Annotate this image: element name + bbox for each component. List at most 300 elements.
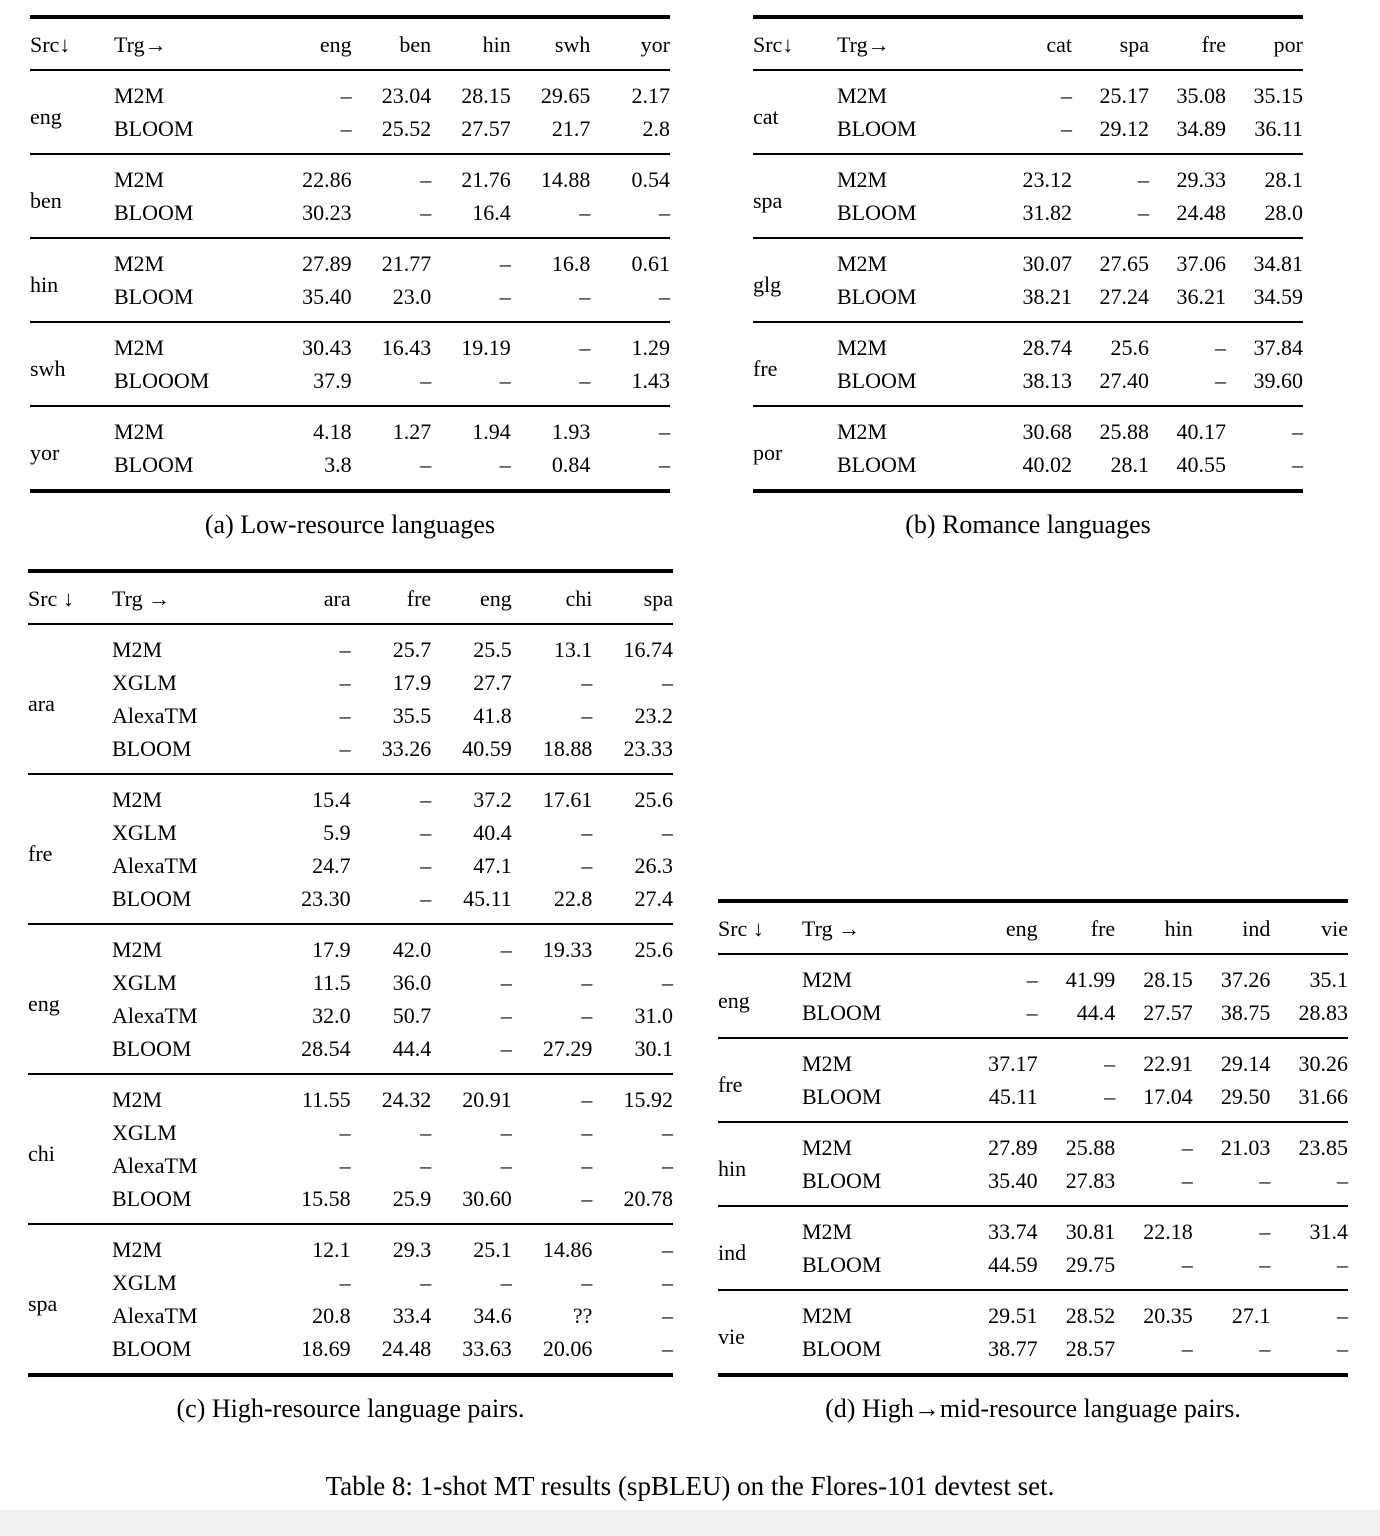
- score-cell: 0.84: [551, 452, 591, 477]
- score-cell: –: [420, 167, 432, 192]
- score-cell: 30.68: [1022, 419, 1072, 444]
- src-lang-label: eng: [30, 103, 62, 129]
- table-row: [753, 406, 1303, 448]
- score-cell: –: [1061, 116, 1072, 141]
- score-cell: –: [500, 937, 512, 962]
- score-cell: –: [420, 1270, 432, 1295]
- score-cell: 33.63: [462, 1336, 512, 1361]
- src-lang-label: swh: [30, 355, 66, 381]
- table-row: [718, 1080, 1348, 1122]
- score-cell: 27.40: [1099, 368, 1149, 393]
- score-cell: 25.6: [1110, 335, 1149, 360]
- table-row: [718, 1038, 1348, 1080]
- score-cell: –: [659, 200, 670, 225]
- score-cell: –: [1026, 1000, 1038, 1025]
- target-lang-header: eng: [480, 586, 512, 611]
- score-cell: 27.83: [1065, 1168, 1116, 1193]
- lang-group-fre: [28, 774, 673, 924]
- score-cell: 37.2: [473, 787, 512, 812]
- score-cell: 38.21: [1022, 284, 1072, 309]
- score-cell: –: [340, 116, 352, 141]
- score-cell: –: [1181, 1252, 1193, 1277]
- model-name: XGLM: [112, 1120, 177, 1145]
- score-cell: 23.0: [392, 284, 432, 309]
- subtable-c-caption: (c) High-resource language pairs.: [176, 1394, 525, 1423]
- score-cell: 27.57: [1143, 1000, 1193, 1025]
- score-cell: 25.17: [1099, 83, 1149, 108]
- score-cell: –: [339, 1153, 351, 1178]
- model-name: BLOOM: [112, 886, 192, 911]
- model-name: BLOOM: [802, 1168, 882, 1193]
- lang-group-spa: [28, 1224, 673, 1375]
- score-cell: 21.03: [1220, 1135, 1271, 1160]
- table-row: [28, 966, 673, 999]
- table-row: [30, 322, 670, 364]
- model-name: BLOOM: [837, 452, 917, 477]
- table-row: [718, 1164, 1348, 1206]
- table-row: [28, 1116, 673, 1149]
- table-row: [30, 406, 670, 448]
- score-cell: 37.06: [1176, 251, 1226, 276]
- table-row: [30, 196, 670, 238]
- score-cell: –: [420, 1120, 432, 1145]
- score-cell: 16.74: [623, 637, 673, 662]
- lang-group-cat: [753, 70, 1303, 154]
- lang-group-por: [753, 406, 1303, 491]
- table-row: [753, 154, 1303, 196]
- subtable-c: [28, 569, 673, 1425]
- score-cell: –: [1259, 1168, 1271, 1193]
- lang-group-fre: [718, 1038, 1348, 1122]
- subtable-d-caption: (d) High→mid-resource language pairs.: [825, 1394, 1241, 1423]
- score-cell: –: [339, 736, 351, 761]
- src-lang-label: spa: [753, 187, 783, 213]
- score-cell: 22.91: [1143, 1051, 1193, 1076]
- score-cell: 30.43: [302, 335, 352, 360]
- score-cell: 35.40: [988, 1168, 1038, 1193]
- score-cell: –: [1138, 200, 1149, 225]
- table-row: [28, 1074, 673, 1116]
- model-name: BLOOM: [112, 1036, 192, 1061]
- src-lang-label: chi: [28, 1140, 55, 1166]
- src-header: Src ↓: [28, 586, 74, 611]
- score-cell: 28.15: [461, 83, 511, 108]
- score-cell: 1.29: [631, 335, 670, 360]
- score-cell: 29.33: [1176, 167, 1226, 192]
- score-cell: 31.66: [1298, 1084, 1348, 1109]
- score-cell: –: [662, 1336, 673, 1361]
- subtable-a-caption: (a) Low-resource languages: [204, 510, 496, 539]
- score-cell: 22.8: [553, 886, 593, 911]
- score-cell: –: [1104, 1084, 1116, 1109]
- score-cell: 28.1: [1264, 167, 1303, 192]
- score-cell: 24.48: [1176, 200, 1226, 225]
- src-lang-label: fre: [753, 355, 778, 381]
- model-name: BLOOM: [802, 1252, 882, 1277]
- score-cell: –: [1181, 1336, 1193, 1361]
- model-name: XGLM: [112, 670, 177, 695]
- subtable-a: [30, 15, 670, 541]
- score-cell: –: [420, 886, 432, 911]
- score-cell: –: [1215, 335, 1226, 360]
- score-cell: 22.86: [302, 167, 352, 192]
- score-cell: –: [420, 853, 432, 878]
- model-name: M2M: [114, 83, 165, 108]
- score-cell: 18.69: [301, 1336, 351, 1361]
- score-cell: 13.1: [553, 637, 593, 662]
- table-row: [28, 1182, 673, 1224]
- src-lang-label: eng: [718, 987, 750, 1013]
- model-name: BLOOM: [112, 736, 192, 761]
- score-cell: 16.4: [472, 200, 511, 225]
- target-lang-header: swh: [554, 32, 591, 57]
- score-cell: –: [659, 452, 670, 477]
- score-cell: –: [662, 1270, 673, 1295]
- score-cell: 4.18: [313, 419, 352, 444]
- lang-group-ara: [28, 624, 673, 774]
- table-row: [28, 1149, 673, 1182]
- score-cell: –: [579, 335, 591, 360]
- score-cell: 45.11: [988, 1084, 1038, 1109]
- score-cell: 44.4: [1076, 1000, 1116, 1025]
- model-name: M2M: [837, 251, 888, 276]
- score-cell: –: [662, 670, 673, 695]
- score-cell: –: [1259, 1219, 1271, 1244]
- table-row: [718, 1122, 1348, 1164]
- romance-table: [753, 15, 1303, 493]
- score-cell: 27.4: [634, 886, 673, 911]
- score-cell: –: [662, 820, 673, 845]
- score-cell: –: [1138, 167, 1149, 192]
- score-cell: –: [581, 970, 593, 995]
- table-row: [28, 1032, 673, 1074]
- score-cell: 25.7: [392, 637, 432, 662]
- table-row: [753, 70, 1303, 112]
- score-cell: –: [420, 200, 432, 225]
- score-cell: 5.9: [323, 820, 351, 845]
- high-resource-table: [28, 569, 673, 1377]
- model-name: BLOOM: [114, 284, 194, 309]
- score-cell: 20.78: [623, 1186, 673, 1211]
- src-lang-label: fre: [28, 840, 53, 866]
- table-row: [718, 1248, 1348, 1290]
- table-row: [30, 70, 670, 112]
- model-name: BLOOM: [837, 116, 917, 141]
- score-cell: 45.11: [463, 886, 512, 911]
- score-cell: 21.77: [381, 251, 432, 276]
- score-cell: –: [1292, 452, 1303, 477]
- score-cell: 36.21: [1176, 284, 1226, 309]
- score-cell: –: [662, 1120, 673, 1145]
- score-cell: –: [1061, 83, 1072, 108]
- score-cell: –: [581, 1120, 593, 1145]
- table-row: [30, 112, 670, 154]
- score-cell: 28.83: [1298, 1000, 1348, 1025]
- subtable-b: [753, 15, 1303, 541]
- src-lang-label: ben: [30, 187, 62, 213]
- score-cell: –: [500, 1120, 512, 1145]
- score-cell: 24.48: [381, 1336, 432, 1361]
- score-cell: 40.59: [462, 736, 512, 761]
- score-cell: 35.5: [392, 703, 432, 728]
- score-cell: –: [499, 251, 511, 276]
- table-row: [28, 882, 673, 924]
- target-lang-header: eng: [319, 32, 352, 57]
- score-cell: –: [420, 1153, 432, 1178]
- score-cell: 27.65: [1099, 251, 1149, 276]
- src-lang-label: fre: [718, 1071, 743, 1097]
- score-cell: 15.92: [623, 1087, 673, 1112]
- header-row: [30, 17, 670, 70]
- score-cell: 24.32: [381, 1087, 432, 1112]
- src-lang-label: yor: [30, 439, 60, 465]
- table-row: [28, 849, 673, 882]
- table-row: [30, 238, 670, 280]
- score-cell: 27.89: [988, 1135, 1038, 1160]
- score-cell: 17.9: [312, 937, 351, 962]
- model-name: BLOOM: [802, 1000, 882, 1025]
- lang-group-vie: [718, 1290, 1348, 1375]
- score-cell: 27.7: [473, 670, 512, 695]
- target-lang-header: hin: [1164, 916, 1193, 941]
- score-cell: 35.15: [1253, 83, 1303, 108]
- score-cell: –: [500, 1036, 512, 1061]
- model-name: BLOOM: [837, 368, 917, 393]
- score-cell: 40.17: [1176, 419, 1226, 444]
- table-header: [28, 571, 673, 624]
- score-cell: 28.74: [1022, 335, 1072, 360]
- target-lang-header: spa: [643, 586, 673, 611]
- subtable-row-bottom: [0, 569, 1380, 1425]
- score-cell: –: [339, 703, 351, 728]
- score-cell: 2.8: [642, 116, 670, 141]
- score-cell: 41.8: [473, 703, 512, 728]
- score-cell: 33.74: [988, 1219, 1038, 1244]
- model-name: M2M: [112, 1087, 163, 1112]
- lang-group-eng: [30, 70, 670, 154]
- score-cell: –: [500, 970, 512, 995]
- score-cell: 25.6: [634, 787, 673, 812]
- score-cell: 17.04: [1143, 1084, 1193, 1109]
- score-cell: –: [1181, 1168, 1193, 1193]
- trg-header: Trg→: [114, 32, 167, 57]
- lang-group-eng: [28, 924, 673, 1074]
- target-lang-header: hin: [482, 32, 511, 57]
- score-cell: 28.54: [301, 1036, 351, 1061]
- score-cell: 25.9: [392, 1186, 432, 1211]
- src-lang-label: spa: [28, 1290, 58, 1316]
- score-cell: –: [662, 1237, 673, 1262]
- score-cell: 38.77: [988, 1336, 1038, 1361]
- score-cell: –: [339, 1120, 351, 1145]
- table-row: [28, 732, 673, 774]
- target-lang-header: chi: [565, 586, 593, 611]
- score-cell: –: [662, 1153, 673, 1178]
- score-cell: –: [581, 1186, 593, 1211]
- score-cell: 0.61: [631, 251, 670, 276]
- model-name: M2M: [114, 419, 165, 444]
- table-row: [30, 154, 670, 196]
- table-row: [28, 699, 673, 732]
- score-cell: 19.33: [542, 937, 593, 962]
- model-name: M2M: [837, 419, 888, 444]
- model-name: M2M: [114, 251, 165, 276]
- model-name: M2M: [802, 1135, 853, 1160]
- low-resource-table: [30, 15, 670, 493]
- table-row: [28, 816, 673, 849]
- score-cell: 28.0: [1264, 200, 1303, 225]
- lang-group-chi: [28, 1074, 673, 1224]
- score-cell: –: [339, 637, 351, 662]
- score-cell: –: [1337, 1252, 1348, 1277]
- model-name: AlexaTM: [112, 853, 198, 878]
- model-name: M2M: [114, 167, 165, 192]
- lang-group-swh: [30, 322, 670, 406]
- lang-group-spa: [753, 154, 1303, 238]
- score-cell: –: [420, 820, 432, 845]
- model-name: M2M: [802, 1303, 853, 1328]
- score-cell: 29.65: [540, 83, 591, 108]
- score-cell: 41.99: [1065, 967, 1116, 992]
- score-cell: 17.61: [542, 787, 593, 812]
- score-cell: –: [500, 1270, 512, 1295]
- trg-header: Trg →: [802, 916, 861, 941]
- score-cell: 2.17: [631, 83, 670, 108]
- table-header: [30, 17, 670, 70]
- model-name: M2M: [837, 167, 888, 192]
- target-lang-header: fre: [406, 586, 432, 611]
- model-name: M2M: [112, 787, 163, 812]
- score-cell: –: [420, 452, 432, 477]
- target-lang-header: ind: [1242, 916, 1271, 941]
- score-cell: 23.30: [301, 886, 351, 911]
- model-name: M2M: [837, 335, 888, 360]
- score-cell: 0.54: [631, 167, 670, 192]
- model-name: M2M: [112, 1237, 163, 1262]
- src-header: Src ↓: [718, 916, 764, 941]
- table-row: [28, 666, 673, 699]
- score-cell: –: [499, 284, 511, 309]
- src-lang-label: eng: [28, 990, 60, 1016]
- score-cell: 27.89: [302, 251, 352, 276]
- table-row: [718, 1290, 1348, 1332]
- score-cell: 33.4: [392, 1303, 432, 1328]
- score-cell: 19.19: [461, 335, 511, 360]
- score-cell: 29.12: [1099, 116, 1149, 141]
- model-name: BLOOM: [802, 1084, 882, 1109]
- score-cell: –: [499, 452, 511, 477]
- score-cell: 34.6: [473, 1303, 512, 1328]
- score-cell: 27.29: [542, 1036, 593, 1061]
- table-row: [753, 238, 1303, 280]
- model-name: M2M: [114, 335, 165, 360]
- table-row: [30, 448, 670, 491]
- lang-group-eng: [718, 954, 1348, 1038]
- table-row: [28, 924, 673, 966]
- score-cell: 37.9: [313, 368, 352, 393]
- score-cell: –: [581, 1087, 593, 1112]
- src-lang-label: cat: [753, 103, 779, 129]
- model-name: M2M: [837, 83, 888, 108]
- score-cell: 23.04: [381, 83, 432, 108]
- model-name: BLOOM: [837, 200, 917, 225]
- score-cell: 35.08: [1176, 83, 1226, 108]
- target-lang-header: ara: [323, 586, 351, 611]
- score-cell: 47.1: [473, 853, 512, 878]
- score-cell: 30.26: [1298, 1051, 1348, 1076]
- model-name: BLOOM: [112, 1336, 192, 1361]
- score-cell: –: [579, 284, 591, 309]
- score-cell: –: [500, 1153, 512, 1178]
- score-cell: ??: [572, 1303, 593, 1328]
- score-cell: –: [659, 419, 670, 444]
- target-lang-header: fre: [1201, 32, 1226, 57]
- score-cell: 15.4: [312, 787, 351, 812]
- table-caption: Table 8: 1-shot MT results (spBLEU) on the Flores-101 devtest set.: [325, 1471, 1055, 1501]
- score-cell: –: [581, 820, 593, 845]
- score-cell: 17.9: [392, 670, 432, 695]
- target-lang-header: por: [1273, 32, 1303, 57]
- score-cell: 44.4: [392, 1036, 432, 1061]
- model-name: BLOOM: [837, 284, 917, 309]
- lang-group-ben: [30, 154, 670, 238]
- score-cell: 14.86: [542, 1237, 593, 1262]
- score-cell: 1.43: [631, 368, 670, 393]
- score-cell: –: [1104, 1051, 1116, 1076]
- score-cell: 25.88: [1065, 1135, 1116, 1160]
- model-name: M2M: [802, 1219, 853, 1244]
- score-cell: –: [340, 83, 352, 108]
- score-cell: 23.33: [623, 736, 673, 761]
- score-cell: 23.2: [634, 703, 673, 728]
- score-cell: 25.88: [1099, 419, 1149, 444]
- score-cell: 23.12: [1022, 167, 1072, 192]
- model-name: AlexaTM: [112, 1003, 198, 1028]
- table-row: [30, 364, 670, 406]
- score-cell: 16.8: [551, 251, 591, 276]
- model-name: AlexaTM: [112, 1153, 198, 1178]
- subtable-d: [718, 899, 1348, 1425]
- score-cell: 44.59: [988, 1252, 1038, 1277]
- lang-group-fre: [753, 322, 1303, 406]
- score-cell: 30.23: [302, 200, 352, 225]
- table-row: [718, 1206, 1348, 1248]
- score-cell: 20.8: [312, 1303, 351, 1328]
- score-cell: 29.50: [1220, 1084, 1271, 1109]
- score-cell: 28.15: [1143, 967, 1193, 992]
- model-name: M2M: [112, 937, 163, 962]
- score-cell: 21.76: [461, 167, 511, 192]
- score-cell: –: [581, 703, 593, 728]
- src-lang-label: ind: [718, 1239, 747, 1265]
- header-row: [718, 901, 1348, 954]
- score-cell: 30.1: [634, 1036, 673, 1061]
- score-cell: –: [339, 1270, 351, 1295]
- score-cell: 27.24: [1099, 284, 1149, 309]
- model-name: BLOOM: [802, 1336, 882, 1361]
- score-cell: 34.59: [1253, 284, 1303, 309]
- score-cell: 37.26: [1220, 967, 1271, 992]
- score-cell: 15.58: [301, 1186, 351, 1211]
- model-name: M2M: [802, 1051, 853, 1076]
- model-name: BLOOM: [114, 116, 194, 141]
- score-cell: 39.60: [1253, 368, 1303, 393]
- score-cell: 29.14: [1220, 1051, 1271, 1076]
- table-row: [30, 280, 670, 322]
- score-cell: 22.18: [1143, 1219, 1193, 1244]
- src-lang-label: por: [753, 439, 783, 465]
- score-cell: –: [500, 1003, 512, 1028]
